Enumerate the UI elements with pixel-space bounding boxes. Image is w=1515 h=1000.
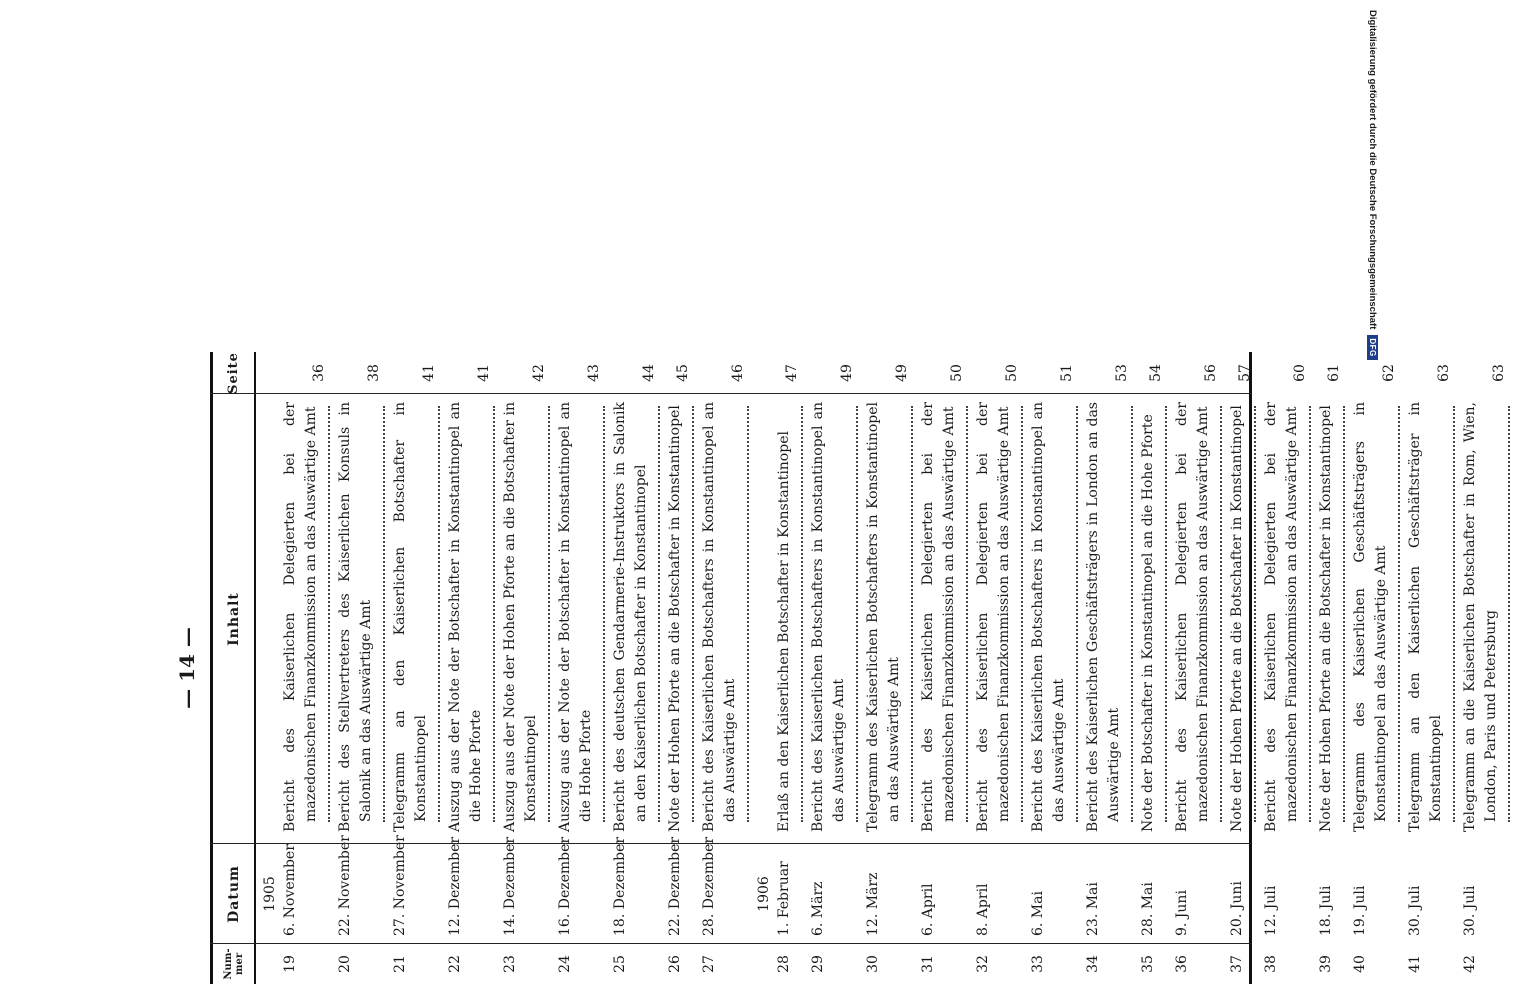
toc-entry: [445, 352, 495, 984]
entry-content: [610, 394, 660, 844]
entry-number: 19: [282, 955, 298, 973]
entry-page: 36: [311, 364, 327, 382]
entry-number: 41: [1407, 955, 1423, 973]
entry-text: Auszug aus der Note der Hohen Pforte an die Botschafter in Konstantinopel: [502, 402, 539, 832]
entry-page: 49: [894, 364, 910, 382]
year-label: 1905: [262, 876, 278, 912]
toc-entry: [1138, 352, 1167, 984]
entry-content: [280, 394, 330, 844]
entry-number: 26: [667, 955, 683, 973]
entry-content: [1316, 394, 1345, 844]
entry-date: 23. Mai: [1085, 882, 1101, 936]
entry-text: Note der Hohen Pforte an die Botschafter in Konstantinopel: [1229, 405, 1245, 832]
entry-date: 12. Dezember: [447, 836, 463, 936]
toc-entry: [808, 352, 858, 984]
entry-text: Telegramm an den Kaiserlichen Geschäftsträger in Konstantinopel: [1407, 402, 1444, 832]
header-rule: [254, 352, 256, 984]
entry-date: 12. März: [865, 872, 881, 936]
entry-number: 30: [865, 955, 881, 973]
toc-entry: [1227, 352, 1256, 984]
entry-content: [1350, 394, 1400, 844]
entry-number: 42: [1462, 955, 1478, 973]
entry-page: 50: [1004, 364, 1020, 382]
entry-number: 32: [975, 955, 991, 973]
toc-entry: [280, 352, 330, 984]
entry-page: 38: [366, 364, 382, 382]
entry-text: Telegramm an die Kaiserlichen Botschafter in Rom, Wien, London, Paris und Petersburg: [1462, 402, 1499, 832]
entry-number: 39: [1318, 955, 1334, 973]
entry-date: 28. Dezember: [701, 836, 717, 936]
toc-entry: [1350, 352, 1400, 984]
entry-page: 43: [586, 364, 602, 382]
header-page: Seite: [226, 352, 241, 394]
entry-page: 63: [1436, 364, 1452, 382]
entry-text: Bericht des Kaiserlichen Geschäftsträgers in London an das Auswärtige Amt: [1085, 402, 1122, 832]
entry-page: 41: [476, 364, 492, 382]
toc-entry: [500, 352, 550, 984]
entry-page: 54: [1148, 364, 1164, 382]
entry-text: Telegramm des Kaiserlichen Botschafters in Konstantinopel an das Auswärtige Amt: [865, 402, 902, 832]
entry-date: 22. Dezember: [667, 836, 683, 936]
entry-text: Bericht des deutschen Gendarmerie-Instruktors in Salonik an den Kaiserlichen Botschafter in Konstantinopel: [612, 402, 649, 832]
entry-number: 24: [557, 955, 573, 973]
year-heading: [754, 352, 774, 984]
entry-content: [1227, 394, 1256, 844]
table-of-contents: [210, 352, 1507, 984]
entry-content: [973, 394, 1023, 844]
entry-text: Erlaß an den Kaiserlichen Botschafter in Konstantinopel: [776, 431, 792, 832]
toc-entry: [390, 352, 440, 984]
entry-date: 28. Mai: [1140, 882, 1156, 936]
printed-page: [170, 348, 1507, 988]
toc-entry: [699, 352, 749, 984]
entry-text: Bericht des Kaiserlichen Botschafters in Konstantinopel an das Auswärtige Amt: [1030, 402, 1067, 832]
entry-date: 16. Dezember: [557, 836, 573, 936]
entry-date: 19. Juli: [1352, 885, 1368, 936]
entry-date: 14. Dezember: [502, 836, 518, 936]
entry-content: [500, 394, 550, 844]
entry-page: 51: [1059, 364, 1075, 382]
toc-entry: [1316, 352, 1345, 984]
entry-date: 6. November: [282, 844, 298, 936]
year-label: 1906: [756, 876, 772, 912]
entry-page: 63: [1491, 364, 1507, 382]
entry-content: [335, 394, 385, 844]
entry-number: 35: [1140, 955, 1156, 973]
toc-entry: [1261, 352, 1311, 984]
entry-date: 30. Juli: [1407, 885, 1423, 936]
entry-number: 29: [810, 955, 826, 973]
entry-number: 22: [447, 955, 463, 973]
entry-page: 46: [730, 364, 746, 382]
entry-number: 36: [1174, 955, 1190, 973]
entry-date: 20. Juni: [1229, 881, 1245, 936]
entry-page: 56: [1203, 364, 1219, 382]
entry-date: 27. November: [392, 835, 408, 936]
entry-content: [808, 394, 858, 844]
entry-text: Auszug aus der Note der Botschafter in Konstantinopel an die Hohe Pforte: [447, 402, 484, 832]
entry-content: [1083, 394, 1133, 844]
entry-content: [1138, 394, 1167, 844]
header-content: Inhalt: [225, 592, 242, 646]
entry-date: 18. Juli: [1318, 885, 1334, 936]
toc-entry: [1083, 352, 1133, 984]
entry-date: 6. März: [810, 881, 826, 936]
entry-content: [555, 394, 605, 844]
entry-page: 41: [421, 364, 437, 382]
entry-text: Auszug aus der Note der Botschafter in Konstantinopel an die Hohe Pforte: [557, 402, 594, 832]
toc-entry: [918, 352, 968, 984]
entry-content: [1460, 394, 1510, 844]
toc-entry: [973, 352, 1023, 984]
entry-number: 34: [1085, 955, 1101, 973]
entry-number: 33: [1030, 955, 1046, 973]
header-date: Datum: [225, 865, 242, 923]
entry-page: 60: [1292, 364, 1308, 382]
entry-number: 28: [776, 955, 792, 973]
entry-number: 25: [612, 955, 628, 973]
entry-page: 42: [531, 364, 547, 382]
toc-entry: [1460, 352, 1510, 984]
entry-page: 50: [949, 364, 965, 382]
entry-content: [390, 394, 440, 844]
toc-entry: [774, 352, 803, 984]
entry-text: Telegramm des Kaiserlichen Geschäftsträgers in Konstantinopel an das Auswärtige Amt: [1352, 402, 1389, 832]
entry-text: Bericht des Stellvertreters des Kaiserlichen Konsuls in Salonik an das Auswärtige Amt: [337, 402, 374, 832]
entry-content: [665, 394, 694, 844]
entry-page: 53: [1114, 364, 1130, 382]
entry-page: 47: [784, 364, 800, 382]
entry-date: 22. November: [337, 835, 353, 936]
entry-content: [863, 394, 913, 844]
dfg-logo: DFG: [1368, 335, 1379, 359]
side-note-text: Digitalisierung gefördert durch die Deutsche Forschungsgemeinschaft: [1367, 10, 1379, 330]
entry-page: 62: [1381, 364, 1397, 382]
entry-number: 27: [701, 955, 717, 973]
toc-entry: [665, 352, 694, 984]
entry-text: Note der Hohen Pforte an die Botschafter in Konstantinopel: [667, 405, 683, 832]
toc-entry: [863, 352, 913, 984]
entry-content: [1261, 394, 1311, 844]
toc-entry: [335, 352, 385, 984]
toc-entry: [1405, 352, 1455, 984]
entry-number: 38: [1263, 955, 1279, 973]
entry-number: 21: [392, 955, 408, 973]
entry-number: 37: [1229, 955, 1245, 973]
entry-number: 20: [337, 955, 353, 973]
toc-entry: [555, 352, 605, 984]
entry-number: 40: [1352, 955, 1368, 973]
entry-date: 30. Juli: [1462, 885, 1478, 936]
entry-text: Bericht des Kaiserlichen Delegierten bei der mazedonischen Finanzkommission an das Auswärtige Amt: [1174, 402, 1211, 832]
entry-date: 6. April: [920, 883, 936, 936]
entry-text: Bericht des Kaiserlichen Delegierten bei der mazedonischen Finanzkommission an das Auswärtige Amt: [920, 402, 957, 832]
entry-text: Bericht des Kaiserlichen Delegierten bei der mazedonischen Finanzkommission an das Auswärtige Amt: [282, 402, 319, 832]
entry-content: [699, 394, 749, 844]
entry-date: 9. Juni: [1174, 890, 1190, 936]
digitization-note: [1365, 10, 1385, 390]
entry-text: Note der Hohen Pforte an die Botschafter in Konstantinopel: [1318, 405, 1334, 832]
toc-entry: [1028, 352, 1078, 984]
entry-content: [1172, 394, 1222, 844]
entry-content: [918, 394, 968, 844]
entry-text: Note der Botschafter in Konstantinopel an die Hohe Pforte: [1140, 414, 1156, 832]
entry-content: [1028, 394, 1078, 844]
entry-page: 57: [1237, 364, 1253, 382]
entry-text: Bericht des Kaiserlichen Delegierten bei der mazedonischen Finanzkommission an das Auswärtige Amt: [1263, 402, 1300, 832]
toc-body: [260, 352, 1515, 984]
entry-date: 18. Dezember: [612, 836, 628, 936]
entry-content: [1405, 394, 1455, 844]
entry-date: 6. Mai: [1030, 891, 1046, 936]
entry-text: Bericht des Kaiserlichen Delegierten bei der mazedonischen Finanzkommission an das Auswärtige Amt: [975, 402, 1012, 832]
page-number: — 14 —: [175, 627, 199, 709]
entry-content: [774, 394, 803, 844]
entry-content: [445, 394, 495, 844]
entry-page: 61: [1326, 364, 1342, 382]
entry-page: 45: [675, 364, 691, 382]
entry-date: 1. Februar: [776, 861, 792, 936]
toc-entry: [1172, 352, 1222, 984]
year-heading: [260, 352, 280, 984]
entry-text: Bericht des Kaiserlichen Botschafters in Konstantinopel an das Auswärtige Amt: [810, 402, 847, 832]
entry-text: Bericht des Kaiserlichen Botschafters in Konstantinopel an das Auswärtige Amt: [701, 402, 738, 832]
entry-date: 12. Juli: [1263, 885, 1279, 936]
entry-page: 49: [839, 364, 855, 382]
entry-number: 31: [920, 955, 936, 973]
entry-page: 44: [641, 364, 657, 382]
entry-date: 8. April: [975, 883, 991, 936]
header-number: Num- mer: [222, 948, 245, 980]
entry-number: 23: [502, 955, 518, 973]
toc-entry: [610, 352, 660, 984]
entry-text: Telegramm an den Kaiserlichen Botschafter in Konstantinopel: [392, 402, 429, 832]
